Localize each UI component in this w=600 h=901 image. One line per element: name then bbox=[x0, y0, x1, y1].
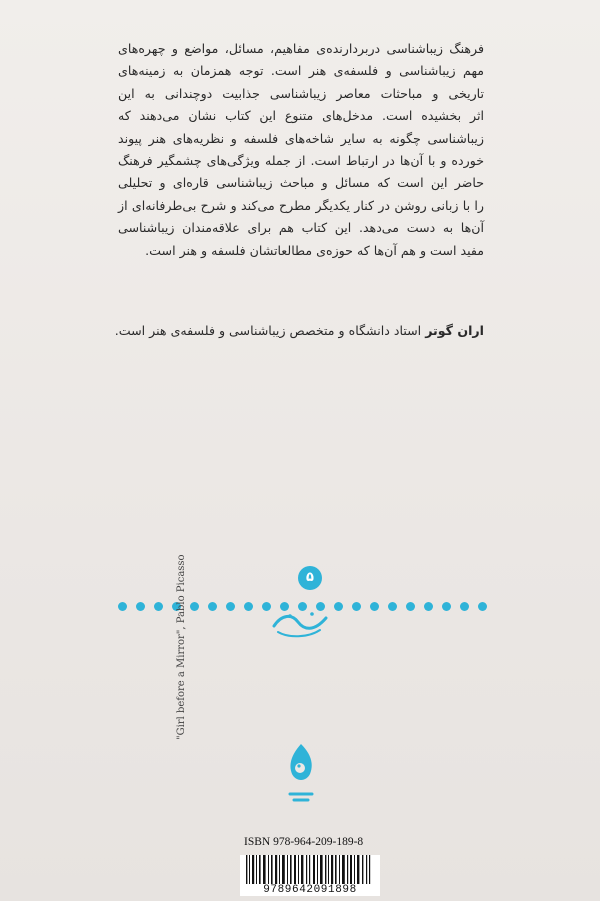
publisher-fish-logo bbox=[286, 742, 316, 808]
divider-dot bbox=[190, 602, 199, 611]
blurb-line: فرهنگ زیباشناسی دربردارنده‌ی مفاهیم، مسائل، مواضع و چهره‌های bbox=[118, 41, 484, 56]
blurb-line: مفید است و هم آن‌ها که حوزه‌ی مطالعاتشان فلسفه و هنر است. bbox=[145, 242, 484, 258]
divider-dot bbox=[208, 602, 217, 611]
blurb-line: خورده و با آن‌ها در ارتباط است. از جمله ویژگی‌های چشمگیر فرهنگ bbox=[118, 153, 484, 169]
divider-dot bbox=[136, 602, 145, 611]
blurb-line: زیباشناسی چگونه به سایر شاخه‌های فلسفه و نظریه‌های هنر پیوند bbox=[118, 130, 484, 146]
divider-dot bbox=[244, 602, 253, 611]
divider-dot bbox=[406, 602, 415, 611]
divider-dot bbox=[118, 602, 127, 611]
cover-art-credit: "Girl before a Mirror", Pablo Picasso bbox=[176, 554, 187, 740]
blurb-line: اثر بخشیده است. مدخل‌های متنوع این کتاب نشان می‌دهند که bbox=[118, 108, 484, 124]
barcode-digits: 9789642091898 bbox=[240, 884, 380, 896]
divider-dot bbox=[226, 602, 235, 611]
series-logo bbox=[268, 608, 332, 642]
author-name: اران گوتر bbox=[425, 323, 484, 338]
divider-dot bbox=[352, 602, 361, 611]
author-description: استاد دانشگاه و متخصص زیباشناسی و فلسفه‌ی هنر است. bbox=[114, 323, 426, 338]
divider-dot bbox=[370, 602, 379, 611]
divider-dot bbox=[334, 602, 343, 611]
blurb-paragraph bbox=[118, 38, 484, 262]
blurb-line: مهم زیباشناسی و فلسفه‌ی هنر است. توجه همزمان به زمینه‌های bbox=[118, 63, 484, 79]
series-number-badge: ۵ bbox=[298, 566, 322, 590]
divider-dot bbox=[154, 602, 163, 611]
blurb-line: حاضر این است که مسائل و مباحث زیباشناسی قاره‌ای و تحلیلی bbox=[118, 175, 484, 191]
divider-dot bbox=[388, 602, 397, 611]
blurb-line: تاریخی و مباحثات معاصر زیباشناسی جذابیت دوچندانی به این bbox=[118, 85, 484, 101]
blurb-line: را با زبانی روشن در کنار یکدیگر مطرح می‌کند و شرح بی‌طرفانه‌ای از bbox=[118, 197, 484, 213]
divider-dot bbox=[442, 602, 451, 611]
divider-dot bbox=[460, 602, 469, 611]
blurb-line: آن‌ها به دست می‌دهد. این کتاب هم برای علاقه‌مندان زیباشناسی bbox=[118, 220, 484, 236]
isbn-label: ISBN 978-964-209-189-8 bbox=[244, 836, 364, 848]
divider-dot bbox=[424, 602, 433, 611]
divider-dot bbox=[478, 602, 487, 611]
author-note bbox=[114, 320, 484, 342]
